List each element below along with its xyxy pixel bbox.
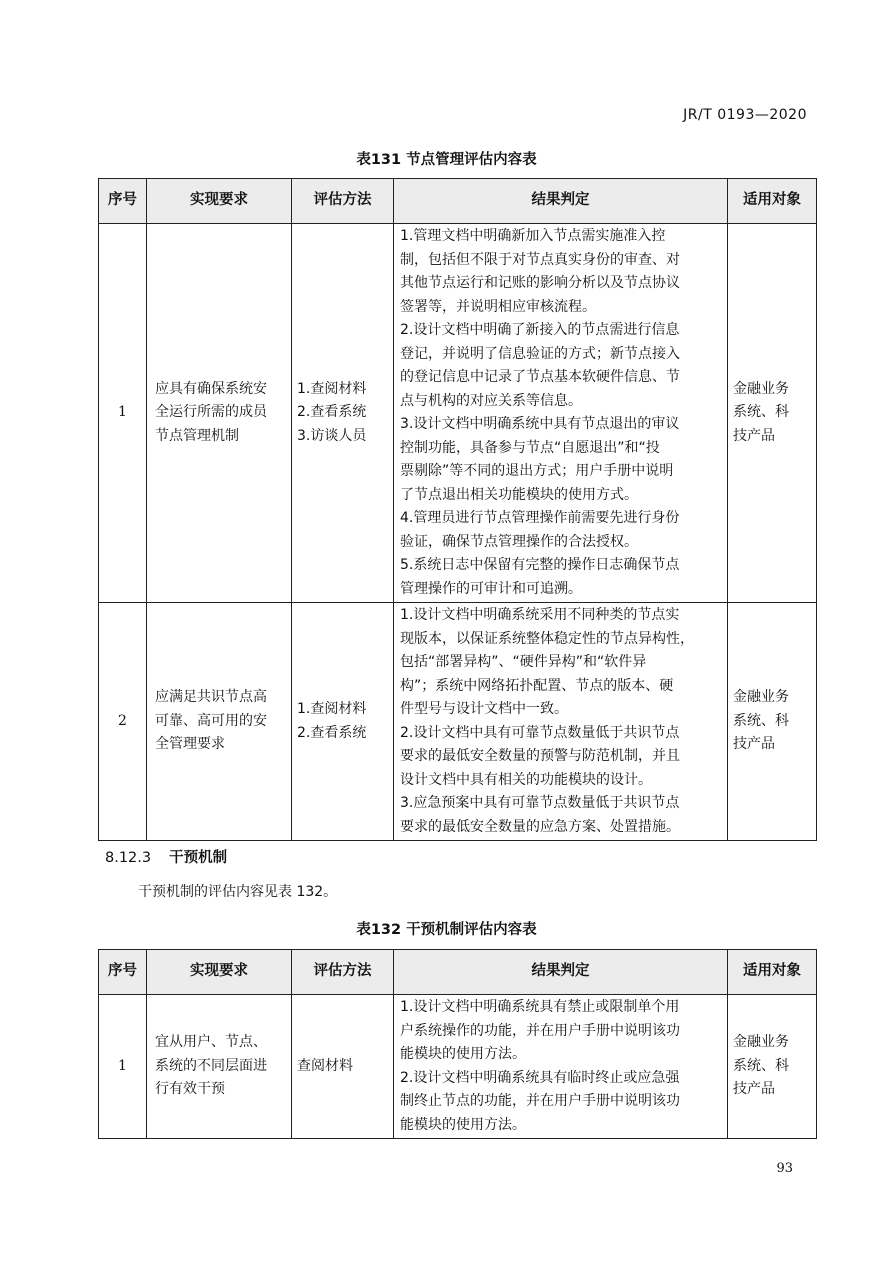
method-cell: [292, 224, 394, 603]
requirement-cell: [147, 224, 292, 603]
requirement-line: 应具有确保系统安: [155, 380, 267, 397]
col-header-target: 适用对象: [728, 950, 817, 995]
method-cell: [292, 995, 394, 1139]
result-cell: [394, 995, 728, 1139]
target-line: 系统、科: [733, 712, 789, 729]
col-header-method: 评估方法: [292, 179, 394, 224]
method-cell: [292, 603, 394, 841]
body-paragraph: 干预机制的评估内容见表 132。: [138, 884, 338, 900]
table-132: [98, 949, 817, 1139]
result-line: 设计文档中具有相关的功能模块的设计。: [400, 771, 652, 788]
target-cell: [728, 995, 817, 1139]
target-line: 技产品: [733, 736, 775, 753]
table-row: [99, 603, 817, 841]
result-line: 户系统操作的功能，并在用户手册中说明该功: [400, 1022, 680, 1039]
col-header-no: 序号: [99, 950, 147, 995]
col-header-no: 序号: [99, 179, 147, 224]
target-line: 金融业务: [733, 1034, 789, 1051]
method-line: 1.查阅材料: [297, 380, 367, 397]
result-line: 其他节点运行和记账的影响分析以及节点协议: [400, 275, 680, 291]
method-line: 2.查看系统: [297, 724, 367, 741]
target-line: 金融业务: [733, 380, 789, 397]
target-line: 技产品: [733, 427, 775, 444]
result-line: 控制功能，具备参与节点“自愿退出”和“投: [400, 439, 660, 456]
target-line: 系统、科: [733, 404, 789, 421]
method-line: 3.访谈人员: [297, 427, 367, 444]
table-132-title: 表132 干预机制评估内容表: [356, 922, 537, 938]
requirement-line: 可靠、高可用的安: [155, 712, 267, 729]
col-header-target: 适用对象: [728, 179, 817, 224]
row-number: 1: [99, 224, 147, 603]
result-line: 1.设计文档中明确系统具有禁止或限制单个用: [400, 999, 680, 1015]
result-line: 2.设计文档中明确了新接入的节点需进行信息: [400, 322, 680, 338]
table-131-title: 表131 节点管理评估内容表: [356, 152, 537, 168]
result-line: 3.设计文档中明确系统中具有节点退出的审议: [400, 416, 680, 432]
result-cell: [394, 603, 728, 841]
col-header-result: 结果判定: [394, 950, 728, 995]
target-line: 技产品: [733, 1081, 775, 1098]
result-line: 的登记信息中记录了节点基本软硬件信息、节: [400, 369, 680, 385]
result-line: 1.设计文档中明确系统采用不同种类的节点实: [400, 607, 680, 623]
requirement-line: 应满足共识节点高: [155, 689, 267, 706]
result-line: 票剔除”等不同的退出方式；用户手册中说明: [400, 463, 674, 479]
table-row: [99, 224, 817, 603]
section-heading: [105, 846, 227, 867]
result-line: 2.设计文档中明确系统具有临时终止或应急强: [400, 1069, 680, 1086]
result-line: 管理操作的可审计和可追溯。: [400, 580, 582, 597]
result-line: 要求的最低安全数量的应急方案、处置措施。: [400, 818, 680, 835]
table-row: [99, 995, 817, 1139]
section-number: 8.12.3: [105, 850, 152, 866]
col-header-requirement: 实现要求: [147, 950, 292, 995]
method-line: 查阅材料: [297, 1057, 353, 1074]
result-line: 现版本，以保证系统整体稳定性的节点异构性，: [400, 630, 694, 647]
requirement-cell: [147, 603, 292, 841]
result-line: 能模块的使用方法。: [400, 1116, 526, 1133]
target-cell: [728, 224, 817, 603]
result-line: 1.管理文档中明确新加入节点需实施准入控: [400, 228, 666, 244]
target-line: 系统、科: [733, 1057, 789, 1074]
method-line: 2.查看系统: [297, 404, 367, 421]
result-line: 要求的最低安全数量的预警与防范机制，并且: [400, 748, 680, 764]
requirement-line: 全管理要求: [155, 736, 225, 753]
result-line: 4.管理员进行节点管理操作前需要先进行身份: [400, 510, 680, 526]
table-header-row: [99, 179, 817, 224]
result-line: 点与机构的对应关系等信息。: [400, 392, 582, 409]
result-line: 2.设计文档中具有可靠节点数量低于共识节点: [400, 724, 680, 741]
result-line: 包括“部署异构”、“硬件异构”和“软件异: [400, 654, 647, 670]
col-header-requirement: 实现要求: [147, 179, 292, 224]
requirement-cell: [147, 995, 292, 1139]
result-line: 制终止节点的功能，并在用户手册中说明该功: [400, 1093, 680, 1109]
result-line: 5.系统日志中保留有完整的操作日志确保节点: [400, 557, 680, 573]
document-code: JR/T 0193—2020: [683, 107, 807, 123]
col-header-method: 评估方法: [292, 950, 394, 995]
requirement-line: 系统的不同层面进: [155, 1057, 267, 1074]
requirement-line: 行有效干预: [155, 1081, 225, 1098]
result-line: 能模块的使用方法。: [400, 1046, 526, 1062]
result-line: 件型号与设计文档中一致。: [400, 701, 568, 717]
result-line: 了节点退出相关功能模块的使用方式。: [400, 486, 638, 503]
section-title: 干预机制: [169, 850, 228, 866]
result-line: 登记，并说明了信息验证的方式；新节点接入: [400, 345, 680, 362]
result-line: 验证，确保节点管理操作的合法授权。: [400, 533, 638, 550]
result-line: 构”；系统中网络拓扑配置、节点的版本、硬: [400, 677, 674, 694]
col-header-result: 结果判定: [394, 179, 728, 224]
result-line: 3.应急预案中具有可靠节点数量低于共识节点: [400, 795, 680, 811]
result-line: 签署等，并说明相应审核流程。: [400, 298, 596, 315]
table-131: [98, 178, 817, 841]
requirement-line: 全运行所需的成员: [155, 404, 267, 421]
requirement-line: 宜从用户、节点、: [155, 1034, 267, 1051]
requirement-line: 节点管理机制: [155, 427, 239, 444]
row-number: 1: [99, 995, 147, 1139]
row-number: 2: [99, 603, 147, 841]
method-line: 1.查阅材料: [297, 701, 367, 717]
target-cell: [728, 603, 817, 841]
page-number: 93: [776, 1161, 793, 1176]
target-line: 金融业务: [733, 689, 789, 706]
result-line: 制，包括但不限于对节点真实身份的审查、对: [400, 251, 680, 268]
result-cell: [394, 224, 728, 603]
table-header-row: [99, 950, 817, 995]
